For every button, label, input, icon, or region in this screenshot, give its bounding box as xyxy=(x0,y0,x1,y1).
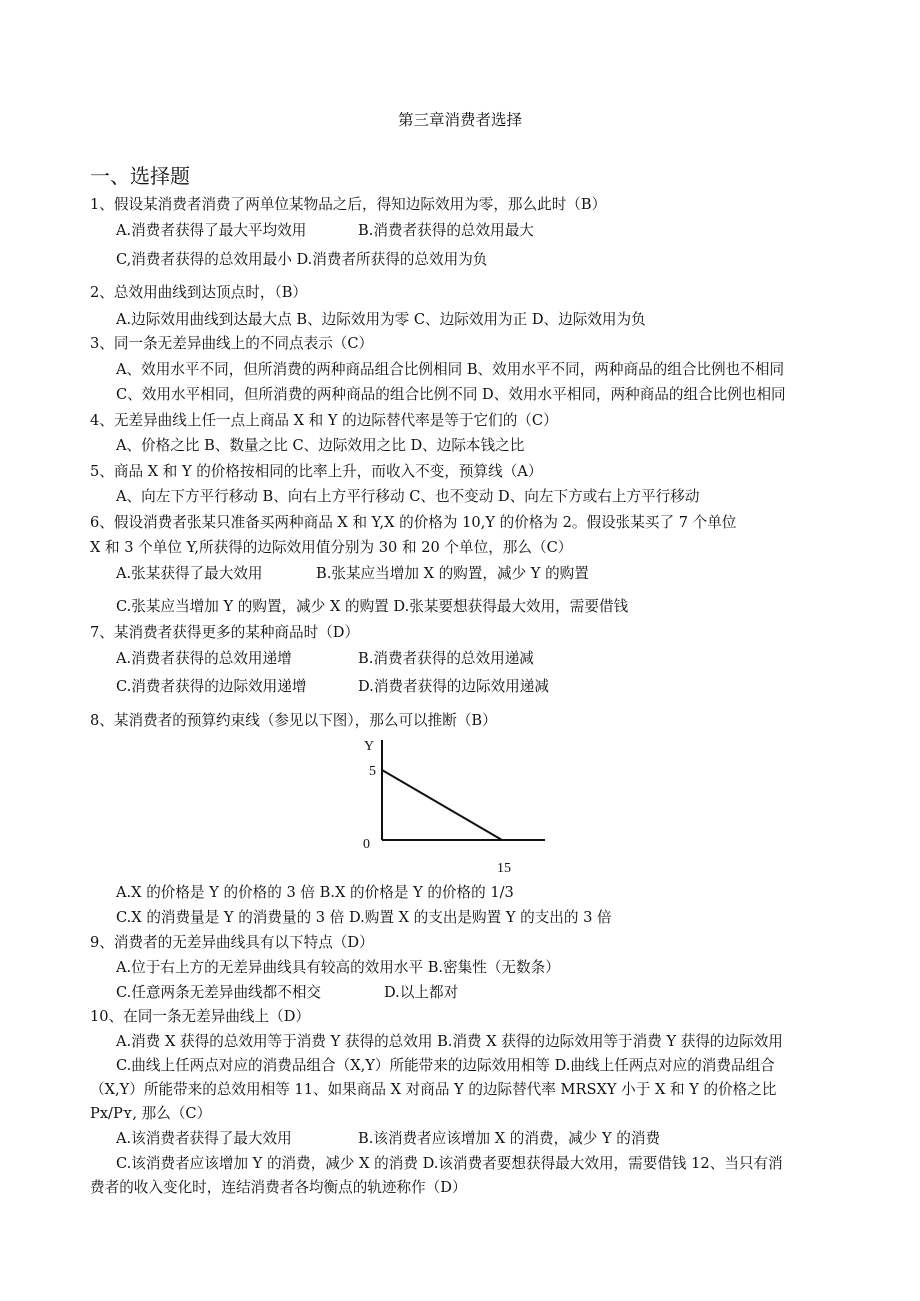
question-8-options-cd: C.X 的消费量是 Y 的消费量的 3 倍 D.购置 X 的支出是购置 Y 的支出的 3 倍 xyxy=(116,909,612,926)
question-11-stem-end: Px/Pʏ, 那么（C） xyxy=(90,1105,212,1122)
question-7-option-c: C.消费者获得的边际效用递增 xyxy=(116,678,307,695)
question-7-option-d: D.消费者获得的边际效用递减 xyxy=(358,678,549,695)
question-5-stem: 5、商品 X 和 Y 的价格按相同的比率上升，而收入不变，预算线（A） xyxy=(90,463,543,480)
question-6-stem-line2: X 和 3 个单位 Y,所获得的边际效用值分别为 30 和 20 个单位，那么（C） xyxy=(90,539,573,556)
question-11-option-b: B.该消费者应该增加 X 的消费，减少 Y 的消费 xyxy=(358,1130,661,1147)
budget-line-chart xyxy=(355,732,555,880)
question-1-option-b: B.消费者获得的总效用最大 xyxy=(358,222,534,239)
question-8-stem: 8、某消费者的预算约束线（参见以下图），那么可以推断（B） xyxy=(90,712,497,729)
question-9-option-d: D.以上都对 xyxy=(384,984,459,1001)
question-7-stem: 7、某消费者获得更多的某种商品时（D） xyxy=(90,624,360,641)
question-8-options-ab: A.X 的价格是 Y 的价格的 3 倍 B.X 的价格是 Y 的价格的 1/3 xyxy=(116,884,514,901)
question-10-options-cd: C.曲线上任两点对应的消费品组合（X,Y）所能带来的边际效用相等 D.曲线上任两点对应的消费品组合 xyxy=(116,1057,775,1074)
question-3-options-cd: C、效用水平相同，但所消费的两种商品的组合比例不同 D、效用水平相同，两种商品的组合比例也相同 xyxy=(116,386,786,403)
question-6-options-cd: C.张某应当增加 Y 的购置，减少 X 的购置 D.张某要想获得最大效用，需要借钱 xyxy=(116,598,629,615)
question-11-option-a: A.该消费者获得了最大效用 xyxy=(116,1130,292,1147)
question-6-stem-line1: 6、假设消费者张某只准备买两种商品 X 和 Y,X 的价格为 10,Y 的价格为 2。假设张某买了 7 个单位 xyxy=(90,514,737,531)
budget-line xyxy=(382,770,502,840)
question-4-options: A、价格之比 B、数量之比 C、边际效用之比 D、边际本钱之比 xyxy=(116,437,525,454)
y-axis-label: Y xyxy=(364,739,375,754)
y-tick-label-5: 5 xyxy=(369,764,376,779)
question-1-options-cd: C,消费者获得的总效用最小 D.消费者所获得的总效用为负 xyxy=(116,251,488,268)
section-heading: 一、选择题 xyxy=(90,164,190,188)
question-10-continuation: （X,Y）所能带来的总效用相等 11、如果商品 X 对商品 Y 的边际替代率 MRSXY 小于 X 和 Y 的价格之比 xyxy=(90,1081,777,1098)
page-title: 第三章消费者选择 xyxy=(397,111,522,129)
question-9-stem: 9、消费者的无差异曲线具有以下特点（D） xyxy=(90,934,374,951)
question-9-options-ab: A.位于右上方的无差异曲线具有较高的效用水平 B.密集性（无数条） xyxy=(116,959,560,976)
origin-label: 0 xyxy=(363,837,370,852)
question-2-stem: 2、总效用曲线到达顶点时，（B） xyxy=(90,284,308,301)
question-7-option-b: B.消费者获得的总效用递减 xyxy=(358,650,534,667)
question-10-options-ab: A.消费 X 获得的总效用等于消费 Y 获得的总效用 B.消费 X 获得的边际效用等于消费 Y 获得的边际效用 xyxy=(116,1033,783,1050)
question-1-option-a: A.消费者获得了最大平均效用 xyxy=(116,222,307,239)
question-3-options-ab: A、效用水平不同，但所消费的两种商品组合比例相同 B、效用水平不同，两种商品的组合比例也不相同 xyxy=(116,361,785,378)
question-4-stem: 4、无差异曲线上任一点上商品 X 和 Y 的边际替代率是等于它们的（C） xyxy=(90,412,558,429)
question-6-option-a: A.张某获得了最大效用 xyxy=(116,565,263,582)
question-12-stem: 费者的收入变化时，连结消费者各均衡点的轨迹称作（D） xyxy=(90,1179,467,1196)
question-10-stem: 10、在同一条无差异曲线上（D） xyxy=(90,1008,310,1025)
x-tick-label-15: 15 xyxy=(497,861,511,876)
question-2-options: A.边际效用曲线到达最大点 B、边际效用为零 C、边际效用为正 D、边际效用为负 xyxy=(116,311,646,328)
question-7-option-a: A.消费者获得的总效用递增 xyxy=(116,650,292,667)
question-1-stem: 1、假设某消费者消费了两单位某物品之后，得知边际效用为零，那么此时（B） xyxy=(90,196,607,213)
question-6-option-b: B.张某应当增加 X 的购置，减少 Y 的购置 xyxy=(316,565,589,582)
question-5-options: A、向左下方平行移动 B、向右上方平行移动 C、也不变动 D、向左下方或右上方平行移动 xyxy=(116,488,700,505)
question-9-option-c: C.任意两条无差异曲线都不相交 xyxy=(116,984,322,1001)
question-11-options-cd: C.该消费者应该增加 Y 的消费，减少 X 的消费 D.该消费者要想获得最大效用，需要借钱 12、当只有消 xyxy=(116,1155,783,1172)
question-3-stem: 3、同一条无差异曲线上的不同点表示（C） xyxy=(90,335,374,352)
